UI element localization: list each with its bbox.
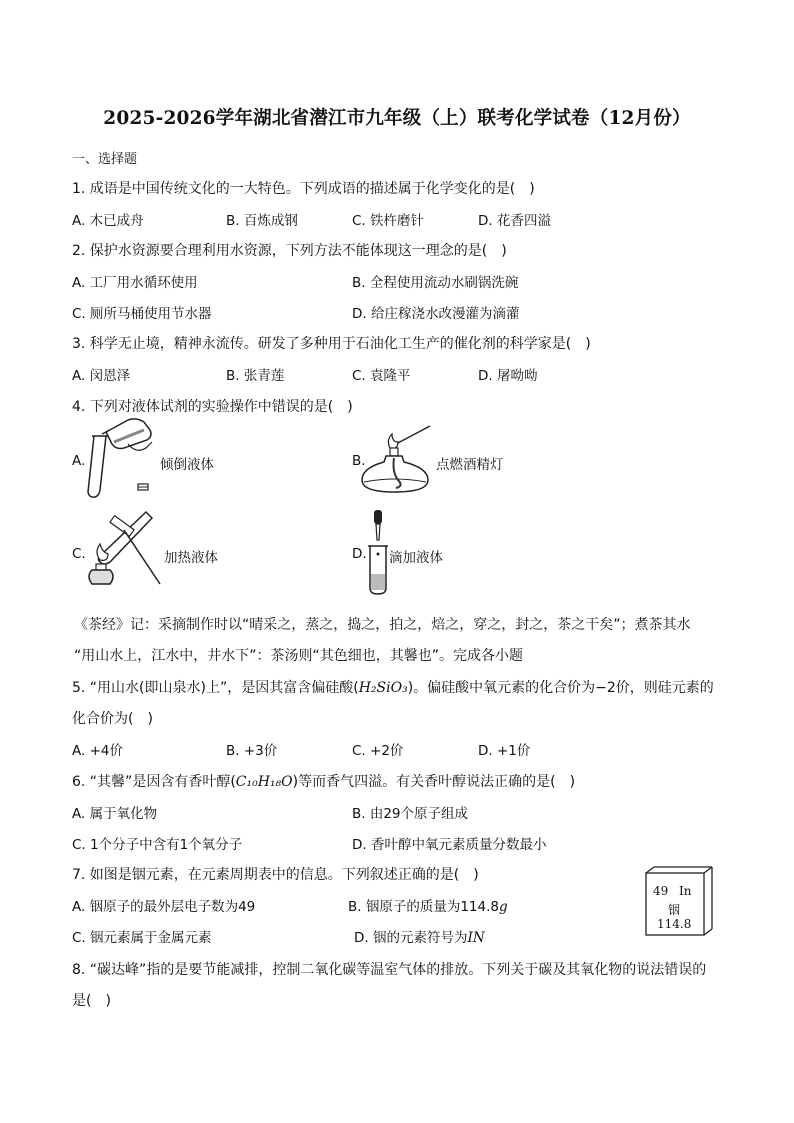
- dropping-liquid-icon: [366, 510, 390, 594]
- element-cell: [645, 872, 711, 936]
- passage-line-1: 《茶经》记：采摘制作时以“晴采之，蒸之，捣之，拍之，焙之，穿之，封之，茶之干矣”；煮茶其水: [74, 617, 691, 633]
- q6-stem-part-2: )等而香气四溢。有关香叶醇说法正确的是( ): [292, 774, 576, 790]
- q7-option-d-text: D. 铟的元素符号为: [354, 930, 468, 946]
- q8-stem-line-2: 是( ): [72, 993, 111, 1009]
- q6-option-b: B. 由29个原子组成: [352, 806, 469, 822]
- q1-option-a: A. 木已成舟: [72, 213, 144, 229]
- q5-stem-part-2: )。偏硅酸中氧元素的化合价为−2价，则硅元素的: [407, 680, 714, 696]
- q3-option-a: A. 闵恩泽: [72, 368, 131, 384]
- q5-option-a: A. +4价: [72, 743, 123, 759]
- q4-caption-d: 滴加液体: [389, 550, 443, 566]
- q1-option-d: D. 花香四溢: [478, 213, 551, 229]
- passage-line-2: “用山水上，江水中，井水下”：茶汤则“其色细也，其馨也”。完成各小题: [74, 648, 524, 664]
- q7-option-a: A. 铟原子的最外层电子数为49: [72, 899, 256, 915]
- element-symbol: In: [679, 884, 692, 898]
- pouring-liquid-icon: [84, 414, 154, 499]
- element-atomic-mass: 114.8: [657, 917, 692, 931]
- q4-option-d-letter: D.: [352, 546, 367, 562]
- q1-stem: 1. 成语是中国传统文化的一大特色。下列成语的描述属于化学变化的是( ): [72, 181, 535, 197]
- q3-option-c: C. 袁隆平: [352, 368, 411, 384]
- q6-option-a: A. 属于氧化物: [72, 806, 158, 822]
- q8-stem-line-1: 8. “碳达峰”指的是要节能减排，控制二氧化碳等温室气体的排放。下列关于碳及其氧化物的说法错误的: [72, 962, 707, 978]
- q3-stem: 3. 科学无止境，精神永流传。研发了多种用于石油化工生产的催化剂的科学家是( ): [72, 336, 591, 352]
- q4-stem: 4. 下列对液体试剂的实验操作中错误的是( ): [72, 399, 353, 415]
- q5-option-c: C. +2价: [352, 743, 404, 759]
- page-title: 2025-2026学年湖北省潜江市九年级（上）联考化学试卷（12月份）: [103, 108, 691, 129]
- q2-option-a: A. 工厂用水循环使用: [72, 275, 198, 291]
- heating-liquid-icon: [88, 508, 168, 588]
- q4-option-a-letter: A.: [72, 453, 86, 469]
- q4-caption-b: 点燃酒精灯: [436, 457, 504, 473]
- q7-option-b-unit: g: [499, 899, 508, 915]
- q5-stem-line-1: [72, 677, 714, 697]
- q5-stem-line-2: 化合价为( ): [72, 711, 153, 727]
- q3-option-b: B. 张青莲: [226, 368, 285, 384]
- section-heading: 一、选择题: [72, 152, 138, 167]
- element-atomic-number: 49: [653, 884, 669, 898]
- q2-stem: 2. 保护水资源要合理利用水资源，下列方法不能体现这一理念的是( ): [72, 243, 507, 259]
- q6-stem-part-1: 6. “其馨”是因含有香叶醇(: [72, 774, 236, 790]
- q7-option-d: [354, 926, 485, 946]
- q6-option-c: C. 1个分子中含有1个氧分子: [72, 837, 243, 853]
- q2-option-b: B. 全程使用流动水刷锅洗碗: [352, 275, 519, 291]
- q4-caption-c: 加热液体: [164, 550, 218, 566]
- q2-option-d: D. 给庄稼浇水改漫灌为滴灌: [352, 306, 520, 322]
- q4-option-b-letter: B.: [352, 453, 366, 469]
- q5-option-b: B. +3价: [226, 743, 278, 759]
- q6-stem: [72, 771, 575, 791]
- q7-option-d-symbol: IN: [467, 930, 485, 946]
- lighting-alcohol-lamp-icon: [368, 424, 438, 496]
- q5-stem-part-1: 5. “用山水(即山泉水)上”，是因其富含偏硅酸(: [72, 680, 359, 696]
- q7-stem: 7. 如图是铟元素，在元素周期表中的信息。下列叙述正确的是( ): [72, 867, 479, 883]
- q5-formula: H₂SiO₃: [358, 680, 408, 696]
- q1-option-b: B. 百炼成钢: [226, 213, 298, 229]
- element-name: 铟: [668, 903, 681, 917]
- q4-option-c-letter: C.: [72, 546, 86, 562]
- q3-option-d: D. 屠呦呦: [478, 368, 538, 384]
- q1-option-c: C. 铁杵磨针: [352, 213, 425, 229]
- q7-option-c: C. 铟元素属于金属元素: [72, 930, 212, 946]
- q7-option-b-text: B. 铟原子的质量为114.8: [348, 899, 499, 915]
- q4-caption-a: 倾倒液体: [160, 457, 214, 473]
- q5-option-d: D. +1价: [478, 743, 531, 759]
- q6-formula: C₁₀H₁₈O: [235, 774, 293, 790]
- q6-option-d: D. 香叶醇中氧元素质量分数最小: [352, 837, 547, 853]
- q7-option-b: [348, 895, 508, 915]
- q2-option-c: C. 厕所马桶使用节水器: [72, 306, 212, 322]
